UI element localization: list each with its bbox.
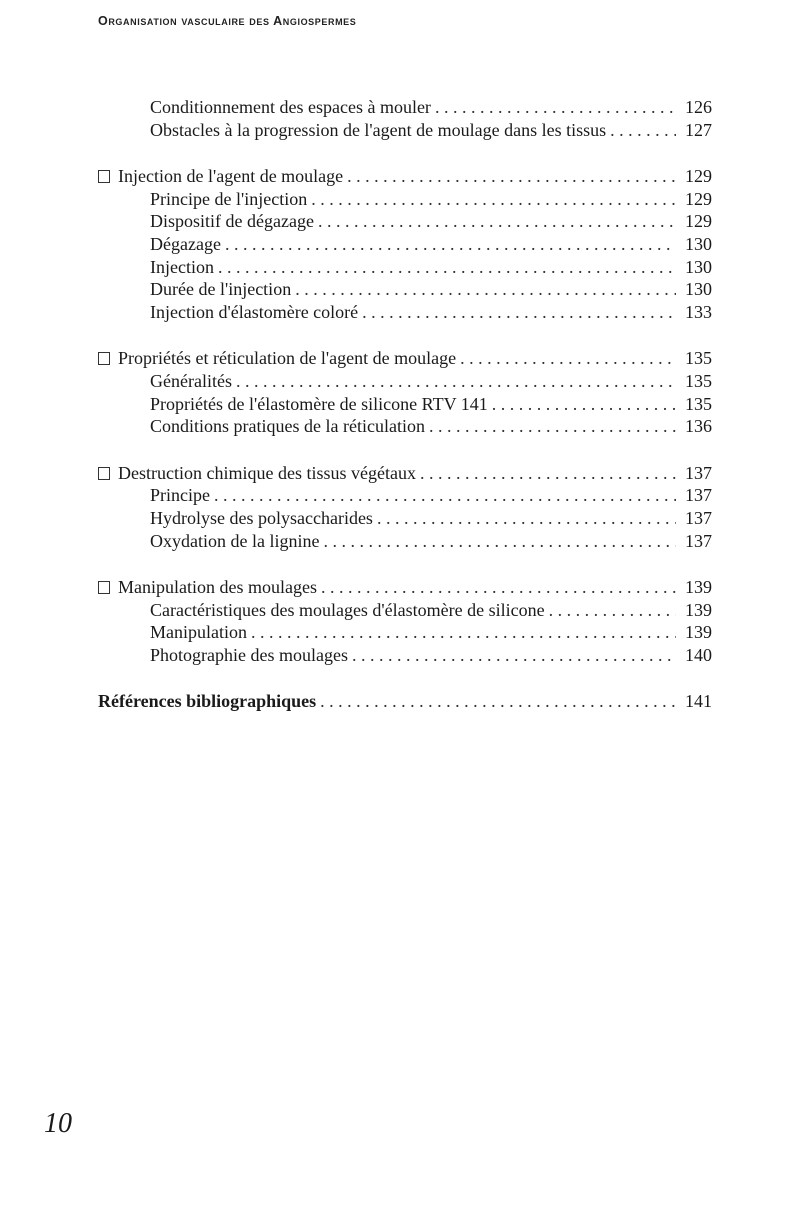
toc-entry-label: Généralités: [150, 370, 232, 391]
leader-dots: [460, 347, 676, 370]
toc-entry-label: Obstacles à la progression de l'agent de moulage dans les tissus: [150, 119, 607, 140]
toc-entry-label: Principe de l'injection: [150, 188, 308, 209]
toc-section-title: Destruction chimique des tissus végétaux: [118, 462, 416, 483]
toc-entry-page: 137: [685, 507, 712, 528]
references-entry[interactable]: [98, 690, 712, 713]
toc-entry-page: 130: [685, 256, 712, 277]
leader-dots: [318, 210, 676, 233]
toc-entry[interactable]: [98, 233, 712, 256]
toc-section: [98, 576, 712, 666]
toc-entry[interactable]: [98, 96, 712, 119]
toc-section-title: Injection de l'agent de moulage: [118, 166, 344, 187]
toc-section: [98, 347, 712, 437]
toc-entry-label: Dispositif de dégazage: [150, 211, 314, 232]
leader-dots: [251, 621, 676, 644]
toc-entry[interactable]: [98, 210, 712, 233]
leader-dots: [492, 393, 676, 416]
toc-section-title: Manipulation des moulages: [118, 577, 317, 598]
toc-entry[interactable]: [98, 507, 712, 530]
toc-entry[interactable]: [98, 621, 712, 644]
leader-dots: [362, 301, 676, 324]
toc-entry-label: Durée de l'injection: [150, 279, 292, 300]
toc-entry-label: Hydrolyse des polysaccharides: [150, 507, 373, 528]
toc-entry-page: 129: [685, 211, 712, 232]
running-header: Organisation vasculaire des Angiospermes: [98, 14, 357, 28]
toc-entry-label: Injection d'élastomère coloré: [150, 301, 359, 322]
table-of-contents: [98, 96, 712, 713]
toc-entry-page: 130: [685, 233, 712, 254]
leader-dots: [321, 576, 676, 599]
toc-entry-label: Conditions pratiques de la réticulation: [150, 416, 425, 437]
toc-entry-label: Propriétés de l'élastomère de silicone RTV 141: [150, 393, 488, 414]
toc-section-page: 139: [685, 577, 712, 598]
leader-dots: [610, 119, 676, 142]
leader-dots: [323, 530, 676, 553]
toc-entry-page: 140: [685, 644, 712, 665]
toc-section-heading[interactable]: [98, 347, 712, 370]
leader-dots: [352, 644, 676, 667]
leader-dots: [236, 370, 676, 393]
toc-entry[interactable]: [98, 301, 712, 324]
leader-dots: [218, 256, 676, 279]
toc-entry[interactable]: [98, 530, 712, 553]
toc-section: [98, 462, 712, 552]
leader-dots: [320, 690, 676, 713]
square-bullet-icon: [98, 352, 110, 365]
toc-entry[interactable]: [98, 278, 712, 301]
toc-entry-label: Injection: [150, 256, 214, 277]
toc-entry-page: 136: [685, 416, 712, 437]
leader-dots: [429, 415, 676, 438]
toc-entry[interactable]: [98, 484, 712, 507]
leader-dots: [549, 599, 676, 622]
toc-entry-label: Caractéristiques des moulages d'élastomère de silicone: [150, 599, 545, 620]
toc-entry-page: 137: [685, 485, 712, 506]
toc-entry[interactable]: [98, 393, 712, 416]
leader-dots: [347, 165, 676, 188]
toc-entry-page: 126: [685, 97, 712, 117]
toc-entry-page: 139: [685, 599, 712, 620]
toc-entry-page: 129: [685, 188, 712, 209]
toc-section-page: 129: [685, 166, 712, 187]
toc-section-heading[interactable]: [98, 462, 712, 485]
toc-continuation-group: [98, 96, 712, 141]
square-bullet-icon: [98, 170, 110, 183]
toc-entry[interactable]: [98, 370, 712, 393]
leader-dots: [295, 278, 676, 301]
page-number: 10: [44, 1108, 72, 1139]
leader-dots: [420, 462, 676, 485]
toc-section-page: 135: [685, 348, 712, 369]
leader-dots: [435, 96, 676, 119]
references-label: Références bibliographiques: [98, 691, 317, 712]
toc-entry[interactable]: [98, 599, 712, 622]
toc-section-heading[interactable]: [98, 165, 712, 188]
toc-entry-page: 135: [685, 370, 712, 391]
toc-entry-page: 127: [685, 119, 712, 140]
toc-entry-page: 130: [685, 279, 712, 300]
toc-entry[interactable]: [98, 256, 712, 279]
toc-section-page: 137: [685, 462, 712, 483]
leader-dots: [377, 507, 676, 530]
toc-entry-label: Photographie des moulages: [150, 644, 348, 665]
square-bullet-icon: [98, 581, 110, 594]
toc-entry-label: Conditionnement des espaces à mouler: [150, 97, 431, 117]
toc-entry-page: 137: [685, 530, 712, 551]
toc-section-title: Propriétés et réticulation de l'agent de moulage: [118, 348, 457, 369]
toc-entry-page: 133: [685, 301, 712, 322]
toc-entry[interactable]: [98, 188, 712, 211]
toc-entry[interactable]: [98, 119, 712, 142]
references-group: [98, 690, 712, 713]
toc-entry-page: 135: [685, 393, 712, 414]
toc-section: [98, 165, 712, 323]
toc-entry[interactable]: [98, 415, 712, 438]
leader-dots: [214, 484, 676, 507]
toc-entry-page: 139: [685, 622, 712, 643]
square-bullet-icon: [98, 467, 110, 480]
toc-entry-label: Oxydation de la lignine: [150, 530, 320, 551]
leader-dots: [311, 188, 676, 211]
toc-entry-label: Manipulation: [150, 622, 247, 643]
toc-entry[interactable]: [98, 644, 712, 667]
toc-section-heading[interactable]: [98, 576, 712, 599]
toc-entry-label: Dégazage: [150, 233, 221, 254]
references-page: 141: [685, 691, 712, 712]
toc-entry-label: Principe: [150, 485, 210, 506]
leader-dots: [225, 233, 676, 256]
